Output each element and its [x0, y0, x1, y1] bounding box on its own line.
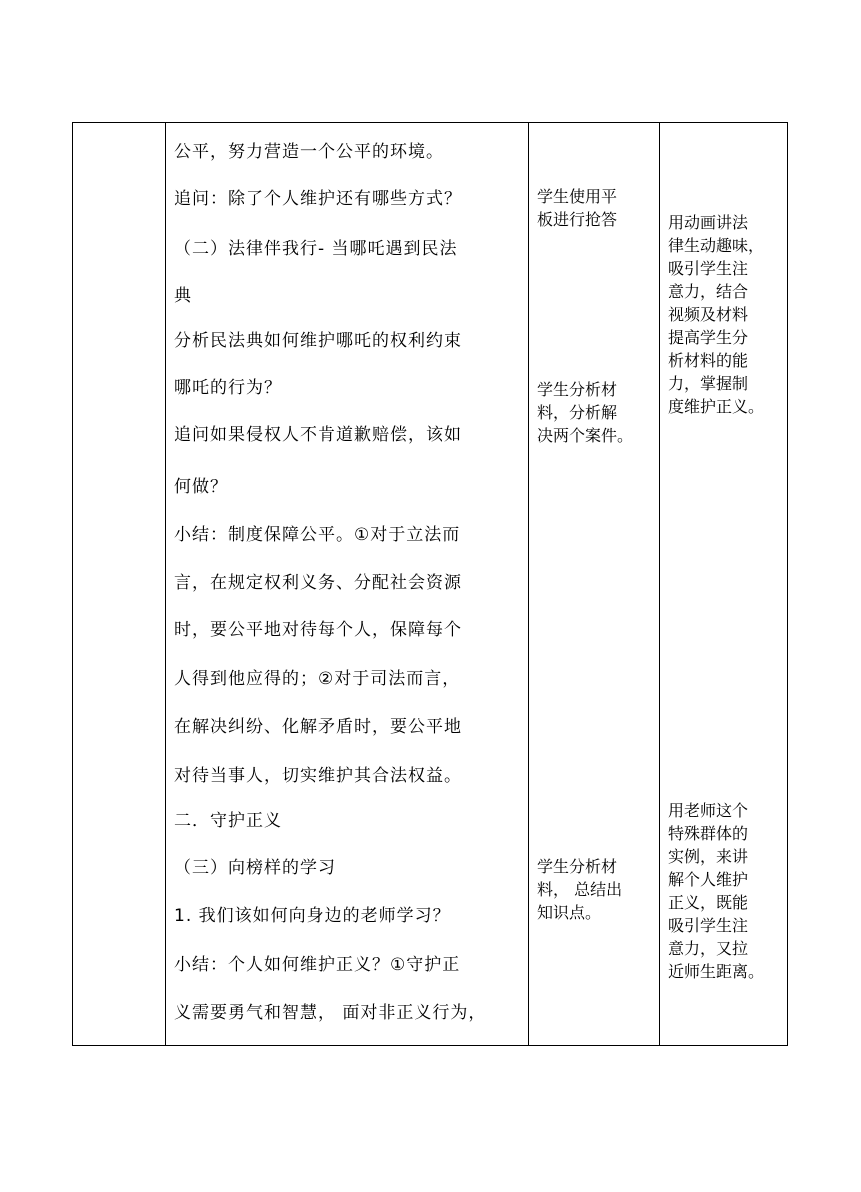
stage-column — [73, 123, 165, 1045]
design-intent-line: 正义，既能 — [668, 893, 749, 912]
design-intent-line: 提高学生分 — [668, 328, 749, 347]
student-activity-block — [537, 855, 653, 924]
design-intent-line: 力，掌握制 — [668, 374, 749, 393]
design-intent-line: 视频及材料 — [668, 305, 749, 324]
teaching-process-column — [166, 123, 528, 1045]
design-intent-line: 用动画讲法 — [668, 213, 749, 232]
design-intent-line: 意力，结合 — [668, 282, 749, 301]
process-line: 1. 我们该如何向身边的老师学习？ — [174, 906, 451, 926]
student-activity-block — [537, 185, 653, 231]
design-intent-line: 析材料的能 — [668, 351, 749, 370]
student-activity-line: 决两个案件。 — [537, 426, 634, 445]
process-line: 言，在规定权利义务、分配社会资源 — [174, 573, 462, 593]
process-line: 小结：个人如何维护正义？①守护正 — [174, 955, 461, 975]
process-line: 时，要公平地对待每个人，保障每个 — [174, 620, 462, 640]
design-intent-line: 近师生距离。 — [668, 962, 765, 981]
design-intent-line: 用老师这个 — [668, 801, 749, 820]
process-line: （三）向榜样的学习 — [174, 858, 336, 878]
student-activity-line: 知识点。 — [537, 903, 602, 922]
process-line: 公平，努力营造一个公平的环境。 — [174, 142, 444, 162]
lesson-plan-table — [72, 122, 788, 1046]
design-intent-line: 度维护正义。 — [668, 397, 765, 416]
section-heading: 二．守护正义 — [174, 811, 282, 831]
process-line: 小结：制度保障公平。①对于立法而 — [174, 525, 461, 545]
design-intent-column — [660, 123, 788, 1045]
process-line: 分析民法典如何维护哪吒的权利约束 — [174, 331, 462, 351]
student-activity-line: 板进行抢答 — [537, 210, 618, 229]
student-activity-column — [529, 123, 659, 1045]
design-intent-line: 实例，来讲 — [668, 847, 749, 866]
process-line: 追问如果侵权人不肯道歉赔偿，该如 — [174, 425, 462, 445]
process-line: 追问：除了个人维护还有哪些方式？ — [174, 189, 462, 209]
process-line: （二）法律伴我行- 当哪吒遇到民法 — [174, 239, 458, 259]
process-line: 义需要勇气和智慧， 面对非正义行为， — [174, 1003, 487, 1023]
process-line: 何做？ — [174, 477, 228, 497]
design-intent-block — [668, 799, 782, 983]
process-line: 典 — [174, 286, 192, 306]
design-intent-line: 意力，又拉 — [668, 939, 749, 958]
design-intent-line: 解个人维护 — [668, 870, 749, 889]
student-activity-line: 料， 总结出 — [537, 880, 623, 899]
student-activity-line: 学生使用平 — [537, 187, 618, 206]
process-line: 在解决纠纷、化解矛盾时，要公平地 — [174, 717, 462, 737]
design-intent-line: 吸引学生注 — [668, 259, 749, 278]
process-line: 对待当事人，切实维护其合法权益。 — [174, 766, 462, 786]
student-activity-line: 料，分析解 — [537, 403, 618, 422]
process-line: 人得到他应得的；②对于司法而言， — [174, 669, 461, 689]
student-activity-block — [537, 378, 653, 447]
student-activity-line: 学生分析材 — [537, 380, 618, 399]
student-activity-line: 学生分析材 — [537, 857, 618, 876]
design-intent-line: 吸引学生注 — [668, 916, 749, 935]
process-line: 哪吒的行为？ — [174, 378, 282, 398]
design-intent-line: 特殊群体的 — [668, 824, 749, 843]
design-intent-block — [668, 211, 782, 418]
design-intent-line: 律生动趣味， — [668, 236, 765, 255]
